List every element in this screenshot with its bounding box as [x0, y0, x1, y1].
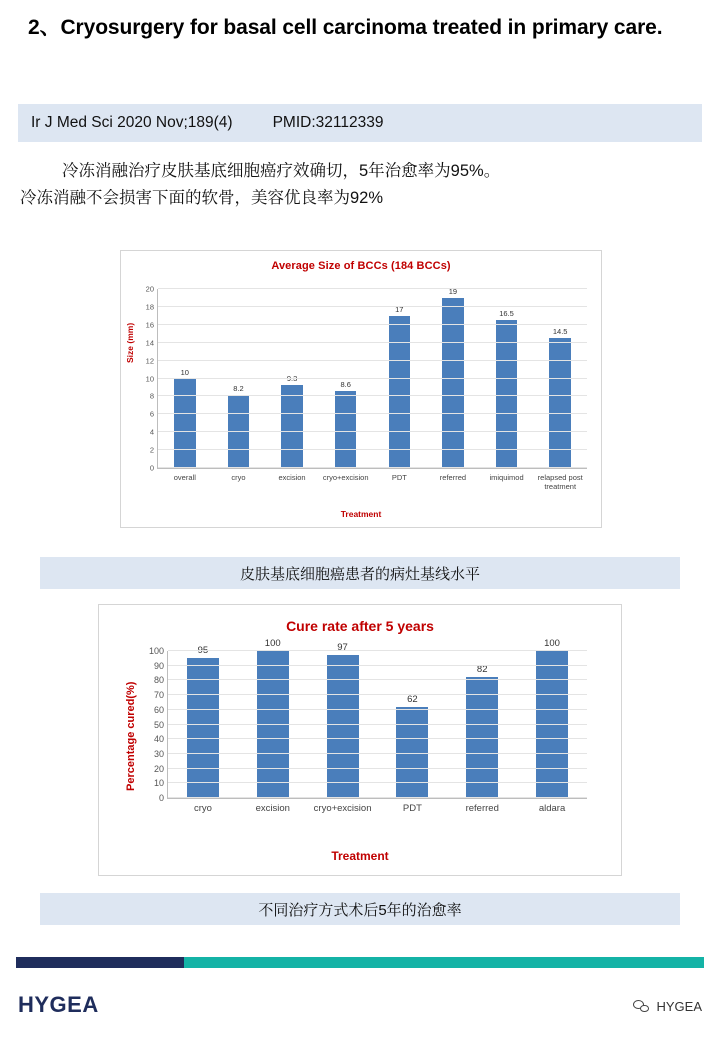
- gridline: [153, 778, 587, 789]
- y-tick-label: 40: [153, 734, 164, 745]
- bar: [536, 651, 568, 798]
- footer-wechat: [633, 999, 702, 1014]
- bar-value-label: 9.3: [286, 373, 298, 383]
- bar-value-label: 82: [476, 664, 488, 676]
- bar-value-label: 14.5: [552, 327, 568, 337]
- y-tick-label: 18: [145, 302, 154, 312]
- bar-column: [238, 638, 308, 798]
- chart1-x-labels: [158, 468, 587, 492]
- bar-value-label: 95: [197, 645, 209, 657]
- chart2-plot-area: [148, 638, 587, 814]
- chart2-bars: [168, 638, 587, 798]
- pmid-text: PMID:32112339: [272, 114, 384, 131]
- bar-column: [373, 289, 427, 468]
- y-tick-label: 14: [145, 338, 154, 348]
- x-tick-label: cryo: [193, 803, 212, 814]
- gridline: [145, 338, 587, 348]
- bar-column: [480, 289, 534, 468]
- footer-bar-navy: [16, 957, 184, 968]
- bar-value-label: 100: [544, 638, 560, 649]
- y-tick-label: 0: [158, 793, 164, 803]
- chart2-plot: [148, 638, 587, 814]
- gridline: [149, 463, 587, 473]
- x-tick-label: overall: [173, 473, 196, 482]
- y-tick-label: 10: [145, 374, 154, 383]
- gridline: [153, 675, 587, 686]
- chart1-title: Average Size of BCCs (184 BCCs): [271, 260, 451, 272]
- y-tick-label: 16: [145, 320, 154, 330]
- x-tick-label: cryo: [231, 473, 246, 482]
- y-tick-label: 0: [149, 463, 154, 473]
- chart2-title: Cure rate after 5 years: [286, 618, 434, 634]
- bar-column: [168, 645, 238, 798]
- gridline: [153, 748, 587, 759]
- chart1-y-axis-label: Size (mm): [125, 322, 135, 363]
- caption-chart2: 不同治疗方式术后5年的治愈率: [40, 893, 680, 925]
- y-tick-label: 8: [149, 391, 154, 401]
- citation-bar: [18, 104, 702, 142]
- footer-bar-teal: [184, 957, 704, 968]
- y-tick-label: 12: [145, 356, 154, 366]
- y-tick-label: 4: [149, 427, 154, 437]
- bar-column: [158, 289, 212, 468]
- y-tick-label: 80: [153, 675, 164, 686]
- bar-column: [447, 651, 517, 798]
- gridline: [153, 763, 587, 774]
- wechat-icon: [633, 1000, 650, 1014]
- bar: [335, 391, 356, 468]
- bar-column: [533, 289, 587, 468]
- x-tick-label: PDT: [391, 473, 407, 482]
- bar-value-label: 97: [337, 642, 348, 654]
- chart-cure-rate: [98, 604, 622, 876]
- y-tick-label: 6: [149, 409, 154, 419]
- gridline: [149, 427, 587, 437]
- x-tick-label: cryo+excision: [313, 803, 372, 814]
- y-tick-label: 100: [148, 646, 164, 656]
- y-tick-label: 20: [145, 284, 154, 294]
- chart1-bars: [158, 286, 587, 468]
- chart1-x-axis-label: Treatment: [340, 509, 382, 519]
- y-tick-label: 60: [153, 704, 164, 715]
- gridline: [145, 320, 587, 330]
- x-tick-label: cryo+excision: [322, 473, 369, 482]
- page-title: 2、Cryosurgery for basal cell carcinoma treated in primary care.: [28, 16, 663, 39]
- bar-column: [308, 642, 378, 798]
- x-tick-label: referred: [439, 473, 467, 482]
- bar-column: [319, 289, 373, 468]
- gridline: [153, 734, 587, 745]
- gridline: [149, 445, 587, 455]
- x-tick-label: imiquimod: [489, 473, 524, 482]
- bar-value-label: 8.2: [233, 383, 244, 393]
- bar-value-label: 19: [448, 286, 458, 296]
- footer-wechat-label: HYGEA: [656, 999, 702, 1014]
- y-tick-label: 70: [153, 690, 164, 701]
- x-tick-label: excision: [255, 803, 290, 814]
- chart2-x-labels: [168, 798, 587, 815]
- bar-column: [517, 638, 587, 798]
- gridline: [158, 793, 587, 803]
- chart-average-size: [120, 250, 602, 528]
- summary-line-1: 冷冻消融治疗皮肤基底细胞癌疗效确切，5年治愈率为95%。: [62, 162, 501, 180]
- y-tick-label: 20: [153, 763, 164, 774]
- y-tick-label: 90: [153, 660, 164, 671]
- bar: [327, 655, 359, 798]
- chart2-x-axis-label: Treatment: [331, 849, 389, 863]
- gridline: [149, 391, 587, 401]
- gridline: [153, 719, 587, 730]
- summary-line-2: 冷冻消融不会损害下面的软骨，美容优良率为92%: [20, 188, 384, 207]
- x-tick-label: excision: [278, 473, 306, 482]
- bar-column: [212, 289, 266, 468]
- bar: [174, 379, 195, 469]
- caption-chart1: 皮肤基底细胞癌患者的病灶基线水平: [40, 557, 680, 589]
- summary-text: [20, 158, 704, 211]
- x-tick-label: referred: [465, 803, 499, 814]
- bar-value-label: 16.5: [499, 309, 514, 319]
- bar: [281, 385, 302, 468]
- x-tick-label: aldara: [538, 803, 566, 814]
- bar-value-label: 100: [264, 638, 281, 649]
- bar: [389, 316, 410, 468]
- citation-text: Ir J Med Sci 2020 Nov;189(4): [31, 114, 233, 131]
- footer-logo: HYGEA: [18, 992, 99, 1017]
- chart1-plot: [145, 284, 587, 492]
- gridline: [145, 356, 587, 366]
- y-tick-label: 10: [153, 778, 164, 789]
- y-tick-label: 2: [149, 445, 154, 455]
- bar-column: [265, 289, 319, 468]
- bar-column: [426, 286, 480, 468]
- bar-value-label: 17: [395, 304, 404, 314]
- bar-column: [377, 651, 447, 798]
- y-tick-label: 50: [153, 719, 164, 730]
- chart2-y-axis-label: Percentage cured(%): [125, 681, 137, 791]
- gridline: [153, 704, 587, 715]
- y-tick-label: 30: [153, 748, 164, 759]
- bar: [257, 651, 289, 798]
- gridline: [149, 409, 587, 419]
- x-tick-label: relapsed post treatment: [537, 473, 583, 492]
- x-tick-label: PDT: [402, 803, 422, 814]
- chart1-plot-area: [145, 284, 587, 492]
- bar-value-label: 62: [407, 693, 418, 705]
- bar-value-label: 8.6: [340, 380, 351, 390]
- bar-value-label: 10: [180, 367, 189, 377]
